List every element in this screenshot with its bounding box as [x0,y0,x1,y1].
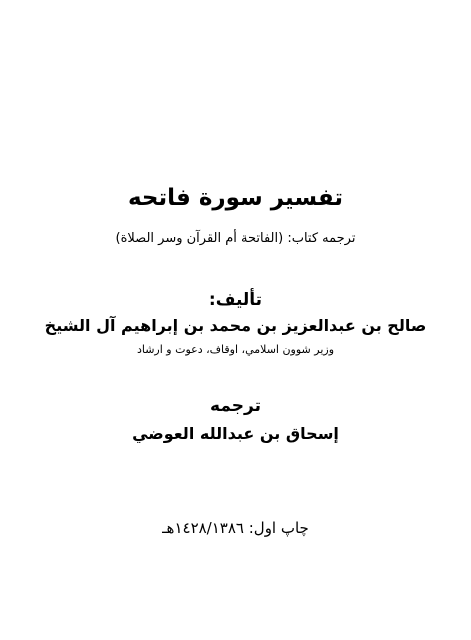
edition-info: چاپ اول: ١٤٢٨/١٣٨٦هـ [162,519,309,537]
translator-name: إسحاق بن عبدالله العوضي [132,424,339,443]
book-title: تفسير سورة فاتحه [127,185,344,211]
author-role: وزير شوون اسلامي، اوقاف، دعوت و ارشاد [136,343,335,356]
translator-heading: ترجمه [210,396,261,416]
book-subtitle: ترجمه كتاب: (الفاتحة أم القرآن وسر الصلاة) [115,231,356,246]
author-heading: تأليف: [208,290,263,310]
author-name: صالح بن عبدالعزيز بن محمد بن إبراهيم آل الشيخ [44,316,427,335]
